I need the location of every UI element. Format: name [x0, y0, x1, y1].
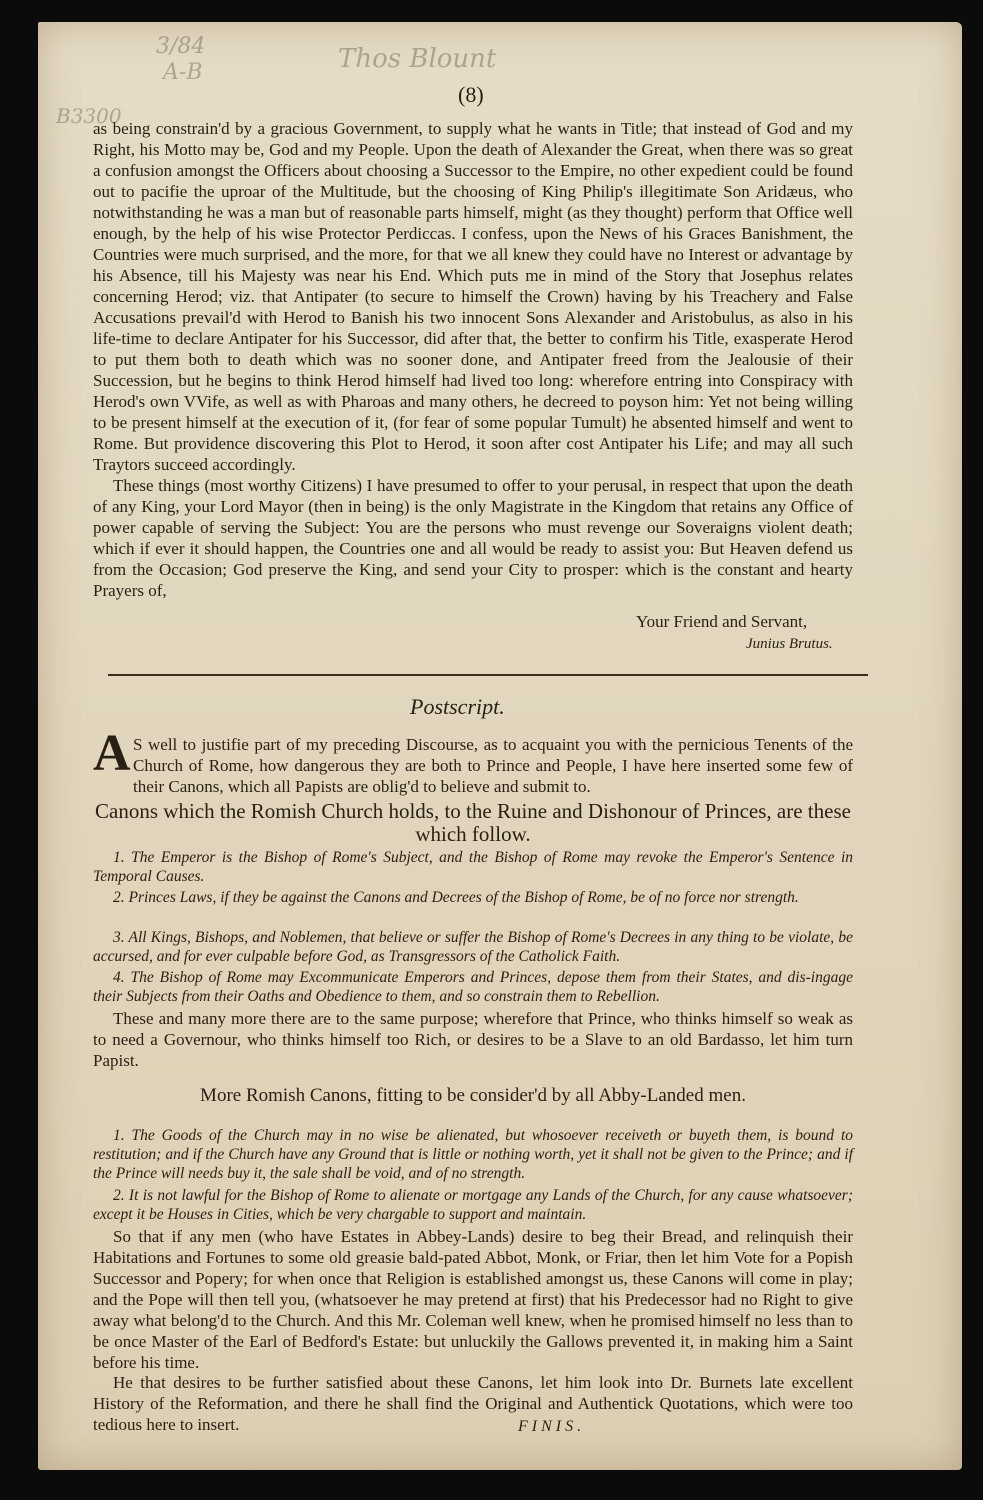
postscript-intro: S well to justifie part of my preceding Discourse, as to acquaint you with the pernicious Tenents of the Church of Rome, how dangerous they are both to Prince and People, I have here inserted some few of their Canons, which all Papists are oblig'd to believe and submit to.: [133, 735, 853, 796]
document-page: [38, 22, 962, 1470]
main-text: [93, 118, 853, 601]
owner-inscription: Thos Blount: [338, 44, 497, 74]
section-heading: More Romish Canons, fitting to be consider'd by all Abby-Landed men.: [200, 1085, 746, 1106]
canon-item: 2. Princes Laws, if they be against the Canons and Decrees of the Bishop of Rome, be of no force nor strength.: [113, 889, 799, 906]
signature: Junius Brutus.: [746, 636, 833, 652]
canon-item: 4. The Bishop of Rome may Excommunicate Emperors and Princes, depose them from their States, and dis-ingage their Subjects from their Oaths and Obedience to them, and so constrain them to Rebellion.: [93, 969, 853, 1005]
canon-item: 1. The Goods of the Church may in no wise be alienated, but whosoever receiveth or buyeth them, is bound to restitution; and if the Church have any Ground that is little or nothing worth, yet it shall not be given to the Prince; and if the Prince will needs buy it, the sale shall be void, and of no strength.: [93, 1127, 853, 1182]
paragraph: These and many more there are to the same purpose; wherefore that Prince, who thinks himself so weak as to need a Governour, who thinks himself too Rich, or desires to be a Slave to an old Bardasso, let him turn Papist.: [93, 1009, 853, 1070]
section-heading: Canons which the Romish Church holds, to the Ruine and Dishonour of Princes, are these which follow.: [95, 799, 851, 846]
paragraph: He that desires to be further satisfied about these Canons, let him look into Dr. Burnets late excellent History of the Reformation, and there he shall find the Original and Authentick Quotations, which were too tedious here to insert.: [93, 1373, 853, 1434]
divider: [108, 674, 868, 676]
marginalia-note: A-B: [163, 60, 203, 85]
page-number: (8): [458, 82, 484, 107]
paragraph: These things (most worthy Citizens) I have presumed to offer to your perusal, in respect that upon the death of any King, your Lord Mayor (then in being) is the only Magistrate in the Kingdom that retains any Office of power capable of serving the Subject: You are the persons who must revenge our Soveraigns violent death; which if ever it should happen, the Countries one and all would be ready to assist you: But Heaven defend us from the Occasion; God preserve the King, and send your City to prosper: which is the constant and hearty Prayers of,: [93, 476, 853, 600]
canon-item: 3. All Kings, Bishops, and Noblemen, that believe or suffer the Bishop of Rome's Decrees in any thing to be violate, be accursed, and for ever culpable before God, as Transgressors of the Catholick Faith.: [93, 929, 853, 965]
canon-item: 2. It is not lawful for the Bishop of Rome to alienate or mortgage any Lands of the Church, for any cause whatsoever; except it be Houses in Cities, which be very chargable to support and maintain.: [93, 1187, 853, 1223]
marginalia-note: 3/84: [156, 34, 206, 59]
signoff: Your Friend and Servant,: [636, 612, 808, 631]
drop-cap: A: [93, 725, 131, 782]
finis: FINIS.: [518, 1418, 586, 1435]
postscript-title: Postscript.: [410, 694, 505, 719]
marginalia-note: B3300: [56, 104, 122, 128]
paragraph: as being constrain'd by a gracious Government, to supply what he wants in Title; that instead of God and my Right, his Motto may be, God and my People. Upon the death of Alexander the Great, when there was so great a confusion amongst the Officers about choosing a Successor to the Empire, no other expedient could be found out to pacifie the uproar of the Multitude, but the choosing of King Philip's illegitimate Son Aridæus, who notwithstanding he was a man but of reasonable parts himself, might (as they thought) perform that Office well enough, by the help of his wise Protector Perdiccas. I confess, upon the News of his Graces Banishment, the Countries were much surprised, and the more, for that we all knew they could have no Interest or advantage by his Absence, till his Majesty was near his End. Which puts me in mind of the Story that Josephus relates concerning Herod; viz. that Antipater (to secure to himself the Crown) having by his Treachery and False Accusations prevail'd with Herod to Banish his two innocent Sons Alexander and Aristobulus, as also in his life-time to declare Antipater for his Successor, did after that, the better to confirm his Title, exasperate Herod to put them both to death which was no sooner done, and Antipater freed from the Jealousie of their Succession, but he begins to think Herod himself had lived too long: wherefore entring into Conspiracy with Herod's own VVife, as well as with Pharoas and many others, he decreed to poyson him: Yet not being willing to be present himself at the execution of it, (for fear of some popular Tumult) he absented himself and went to Rome. But providence discovering this Plot to Herod, it soon after cost Antipater his Life; and may all such Traytors succeed accordingly.: [93, 119, 853, 474]
paragraph: So that if any men (who have Estates in Abbey-Lands) desire to beg their Bread, and relinquish their Habitations and Fortunes to some old greasie bald-pated Abbot, Monk, or Friar, then let him Vote for a Popish Successor and Popery; for when once that Religion is established amongst us, these Canons will come in play; and the Pope will then tell you, (whatsoever he may pretend at first) that his Predecessor had no Right to give away what belong'd to the Church. And this Mr. Coleman well knew, when he promised himself no less than to be once Master of the Earl of Bedford's Estate: but unluckily the Gallows prevented it, in making him a Saint before his time.: [93, 1227, 853, 1372]
canon-item: 1. The Emperor is the Bishop of Rome's Subject, and the Bishop of Rome may revoke the Emperor's Sentence in Temporal Causes.: [93, 849, 853, 885]
